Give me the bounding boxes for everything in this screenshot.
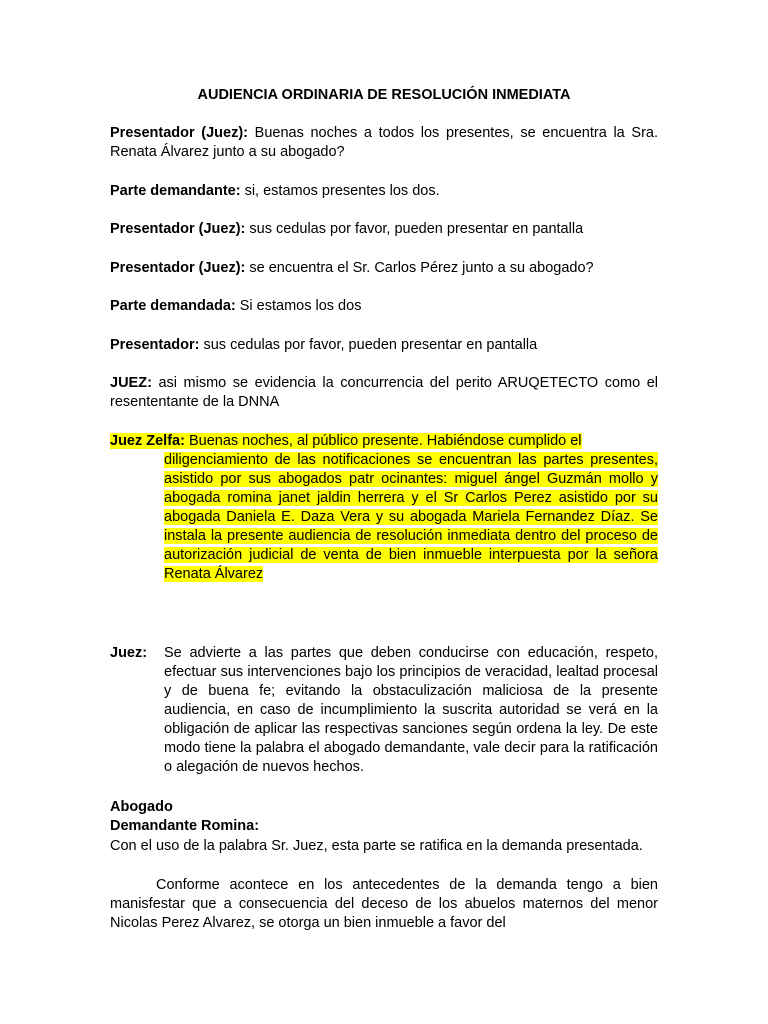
speaker-label: Juez: [110,645,148,661]
paragraph-text: si, estamos presentes los dos. [240,183,440,199]
paragraph-presentador-2 [110,220,658,239]
paragraph-text: Buenas noches a todos los presentes, se encuentra la Sra. Renata Álvarez junto a su abogado? [110,125,658,160]
speaker-label: Presentador (Juez): [110,125,248,141]
speaker-label: Juez Zelfa: [110,433,185,449]
paragraph-text: Buenas noches, al público presente. Habiéndose cumplido el [184,433,582,449]
highlighted-text: diligenciamiento de las notificaciones se encuentran las partes presentes, asistido por sus abogados patr ocinantes: miguel ángel Guzmán mollo y abogada romina janet jaldin herrera y el Sr Carlos Perez asistido por su abogada Daniela E. Daza Vera y su abogada Mariela Fernandez Díaz. Se instala la presente audiencia de resolución inmediata dentro del proceso de autorización judicial de venta de bien inmueble interpuesta por la señora Renata Álvarez [164,452,658,582]
paragraph-conforme: Conforme acontece en los antecedentes de la demanda tengo a bien manisfestar que a consecuencia del deceso de los abuelos maternos del menor Nicolas Perez Alvarez, se otorga un bien inmueble a favor del [110,877,658,931]
speaker-label-line2: Demandante Romina: [110,818,260,834]
paragraph-juez-1 [110,374,658,412]
paragraph-text: Si estamos los dos [235,298,362,314]
speaker-label: JUEZ: [110,375,152,391]
paragraph-text: se encuentra el Sr. Carlos Pérez junto a su abogado? [245,260,594,276]
speaker-label-line1: Abogado [110,799,173,815]
paragraph-juez-2 [110,644,658,777]
paragraph-text: sus cedulas por favor, pueden presentar en pantalla [199,337,538,353]
speaker-label: Parte demandante: [110,183,241,199]
speaker-label: Presentador: [110,337,200,353]
paragraph-text: Se advierte a las partes que deben conducirse con educación, respeto, efectuar sus intervenciones bajo los principios de veracidad, lealtad procesal y de buena fe; evitando la obstaculización maliciosa de la presente audiencia, en caso de incumplimiento la suscrita autoridad se verá en la obligación de aplicar las respectivas sanciones según ordena la ley. De este modo tiene la palabra el abogado demandante, vale decir para la ratificación o alegación de nuevos hechos. [164,645,658,775]
speaker-label: Presentador (Juez): [110,221,246,237]
document-title: AUDIENCIA ORDINARIA DE RESOLUCIÓN INMEDIATA [197,87,571,103]
speaker-label: Parte demandada: [110,298,236,314]
paragraph-presentador-3 [110,259,658,278]
paragraph-juez-zelfa-body [164,451,658,584]
paragraph-text: sus cedulas por favor, pueden presentar en pantalla [245,221,584,237]
paragraph-presentador-4 [110,336,658,355]
paragraph-abogado-text: Con el uso de la palabra Sr. Juez, esta parte se ratifica en la demanda presentada. [110,838,643,854]
paragraph-presentador-1 [110,124,658,162]
paragraph-juez-zelfa-first-line [110,432,658,451]
paragraph-parte-demandada [110,297,658,316]
paragraph-parte-demandante [110,182,658,201]
paragraph-text: asi mismo se evidencia la concurrencia del perito ARUQETECTO como el resententante de la DNNA [110,375,658,410]
speaker-label: Presentador (Juez): [110,260,246,276]
